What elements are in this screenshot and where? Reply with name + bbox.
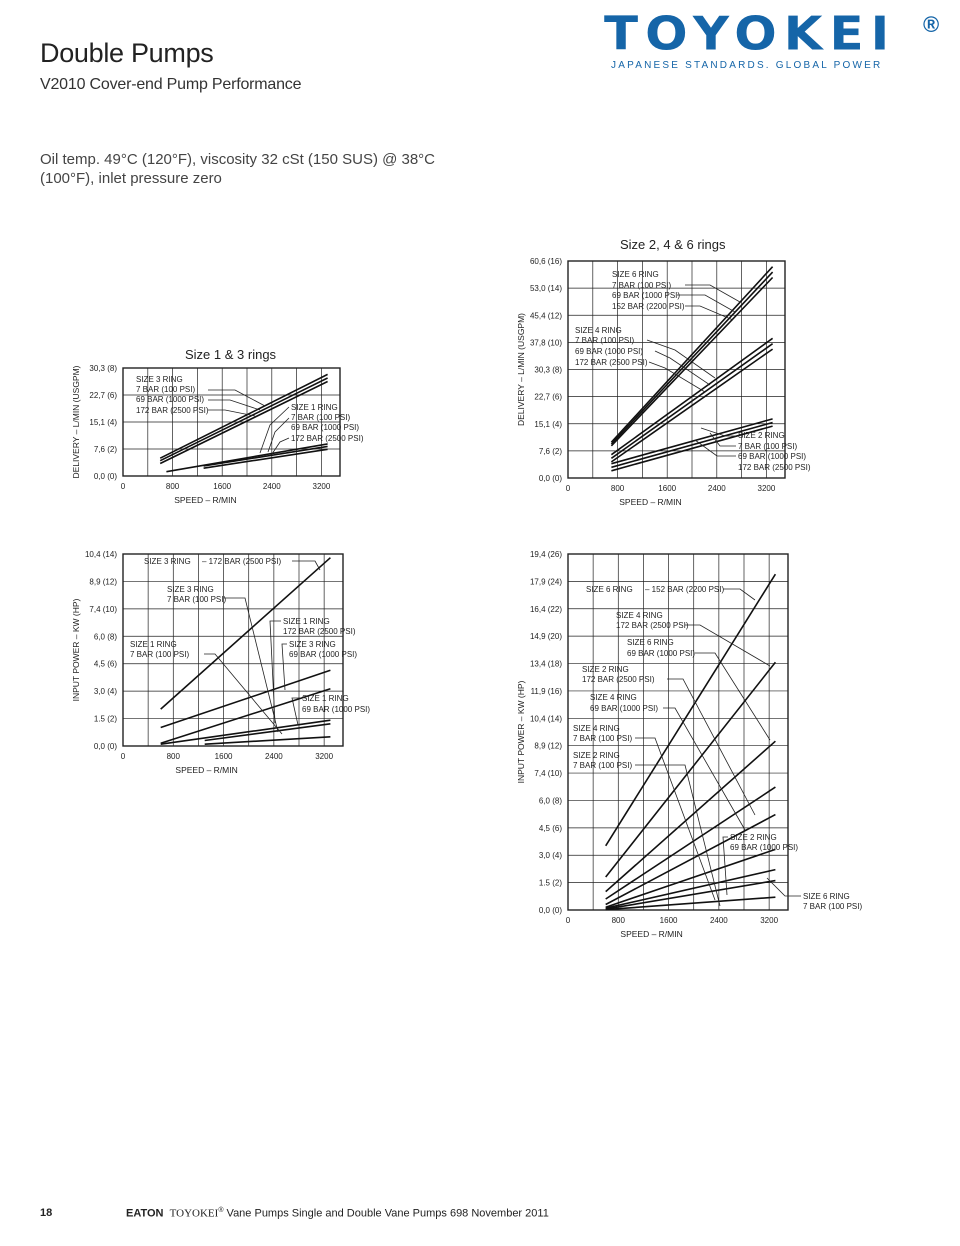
y-tick-label: 14,9 (20) — [529, 632, 562, 642]
legend-line: 172 BAR (2500 PSI) — [291, 434, 364, 443]
y-tick-label: 4,5 (6) — [538, 823, 562, 833]
x-tick-label: 0 — [120, 482, 126, 491]
y-tick-label: 30,3 (8) — [534, 365, 562, 375]
legend-line: SIZE 3 RING — [136, 375, 183, 384]
legend-line: 69 BAR (1000 PSI) — [136, 395, 205, 404]
y-tick-label: 37,8 (10) — [529, 338, 562, 348]
legend-line: SIZE 2 RING — [573, 751, 620, 760]
x-tick-label: 1600 — [658, 484, 677, 493]
power-chart-size-1-3 — [60, 540, 390, 780]
legend-line: SIZE 1 RING — [291, 403, 338, 412]
legend-line: 69 BAR (1000 PSI) — [575, 347, 644, 356]
legend-group — [573, 585, 862, 911]
legend-line: SIZE 2 RING — [738, 431, 785, 440]
y-tick-label: 11,9 (16) — [530, 686, 562, 696]
legend-line: 7 BAR (100 PSI) — [803, 902, 863, 911]
y-tick-label: 17,9 (24) — [529, 577, 562, 587]
y-tick-label: 0,0 (0) — [538, 474, 562, 483]
y-tick-label: 6,0 (8) — [538, 796, 562, 806]
y-tick-label: 7,6 (2) — [93, 445, 117, 454]
delivery-chart-size-1-3 — [60, 340, 390, 515]
legend-line: 172 BAR (2500 PSI) — [582, 675, 655, 684]
legend-line: 7 BAR (100 PSI) — [167, 595, 227, 604]
y-tick-label: 0,0 (0) — [93, 742, 117, 751]
y-tick-label: 4,5 (6) — [93, 659, 117, 669]
y-tick-label: 15,1 (4) — [89, 418, 117, 427]
y-tick-label: 13,4 (18) — [529, 659, 562, 669]
legend-line: 69 BAR (1000 PSI) — [289, 650, 358, 659]
x-axis-label: SPEED – R/MIN — [174, 495, 237, 505]
legend-line: 172 BAR (2500 PSI) — [738, 463, 811, 472]
series-line — [606, 881, 776, 910]
legend-line: 7 BAR (100 PSI) — [612, 281, 672, 290]
legend-line: 152 BAR (2200 PSI) — [612, 302, 685, 311]
page-subtitle: V2010 Cover-end Pump Performance — [40, 76, 302, 93]
x-axis-label: SPEED – R/MIN — [619, 497, 682, 507]
x-tick-label: 1600 — [214, 752, 233, 761]
x-tick-label: 800 — [166, 752, 180, 761]
legend-line: 69 BAR (1000 PSI) — [302, 705, 371, 714]
y-tick-label: 1.5 (2) — [538, 878, 562, 888]
power-chart-size-2-4-6 — [505, 540, 885, 950]
x-tick-label: 3200 — [312, 482, 331, 491]
x-axis-label: SPEED – R/MIN — [620, 929, 683, 939]
legend-group — [130, 557, 370, 714]
leader-lines — [635, 589, 801, 906]
x-tick-label: 1600 — [659, 916, 678, 925]
x-tick-label: 2400 — [264, 752, 283, 761]
legend-line: SIZE 4 RING — [575, 326, 622, 335]
legend-line: 172 BAR (2500 PSI) — [283, 627, 356, 636]
legend-group-size-3 — [136, 375, 209, 415]
x-tick-label: 1600 — [213, 482, 232, 491]
legend-line: 7 BAR (100 PSI) — [738, 442, 798, 451]
x-tick-label: 2400 — [709, 916, 728, 925]
y-tick-label: 22,7 (6) — [534, 392, 562, 402]
x-tick-label: 0 — [120, 752, 126, 761]
legend-group-size-1 — [291, 403, 364, 443]
x-tick-label: 800 — [610, 484, 625, 493]
x-tick-label: 0 — [565, 916, 571, 925]
legend-line: SIZE 1 RING — [130, 640, 177, 649]
legend-line: 7 BAR (100 PSI) — [573, 734, 633, 743]
legend-line: SIZE 4 RING — [616, 611, 663, 620]
legend-line: 172 BAR (2500 PSI) — [575, 358, 648, 367]
x-tick-label: 3200 — [757, 484, 776, 493]
series-line — [161, 720, 331, 744]
y-tick-label: 19,4 (26) — [529, 550, 562, 559]
x-tick-label: 0 — [565, 484, 571, 493]
legend-line: SIZE 6 RING — [612, 270, 659, 279]
legend-line: 172 BAR (2500 PSI) — [136, 406, 209, 415]
y-tick-label: 3,0 (4) — [538, 851, 562, 861]
legend-line: – 172 BAR (2500 PSI) — [202, 557, 282, 566]
y-tick-label: 16,4 (22) — [529, 604, 562, 614]
x-tick-label: 800 — [165, 482, 180, 491]
legend-line: 69 BAR (1000 PSI) — [590, 704, 659, 713]
page-title: Double Pumps — [40, 38, 214, 68]
legend-line: SIZE 6 RING — [803, 892, 850, 901]
legend-line: SIZE 6 RING — [586, 585, 633, 594]
test-conditions: Oil temp. 49°C (120°F), viscosity 32 cSt (150 SUS) @ 38°C (100°F), inlet pressure zero — [40, 151, 436, 187]
legend-line: SIZE 1 RING — [283, 617, 330, 626]
x-axis-label: SPEED – R/MIN — [175, 765, 238, 775]
legend-line: SIZE 2 RING — [730, 833, 777, 842]
legend-line: 7 BAR (100 PSI) — [575, 336, 635, 345]
y-tick-label: 0,0 (0) — [538, 906, 562, 915]
legend-line: 7 BAR (100 PSI) — [130, 650, 190, 659]
legend-line: 69 BAR (1000 PSI) — [627, 649, 696, 658]
y-tick-label: 22,7 (6) — [89, 391, 117, 400]
legend-line: SIZE 2 RING — [582, 665, 629, 674]
chart-title: Size 1 & 3 rings — [185, 347, 277, 362]
footer-reg-mark: ® — [218, 1207, 224, 1214]
legend-line: 7 BAR (100 PSI) — [136, 385, 196, 394]
x-tick-label: 2400 — [707, 484, 726, 493]
y-tick-label: 60,6 (16) — [529, 257, 562, 266]
legend-line: SIZE 3 RING — [289, 640, 336, 649]
x-tick-label: 2400 — [262, 482, 281, 491]
legend-line: 7 BAR (100 PSI) — [573, 761, 633, 770]
y-tick-label: 3,0 (4) — [93, 687, 117, 697]
y-tick-label: 7,4 (10) — [534, 769, 562, 779]
legend-group-size-6 — [612, 270, 685, 311]
y-tick-label: 7,6 (2) — [538, 446, 562, 456]
footer-brand-toyokei: TOYOKEI — [169, 1207, 219, 1220]
legend-line: SIZE 4 RING — [590, 693, 637, 702]
y-tick-label: 7,4 (10) — [89, 604, 117, 614]
delivery-chart-size-2-4-6 — [505, 230, 835, 510]
x-tick-label: 800 — [611, 916, 625, 925]
legend-line: 69 BAR (1000 PSI) — [291, 423, 360, 432]
logo-tagline: JAPANESE STANDARDS. GLOBAL POWER — [611, 60, 883, 71]
y-tick-label: 10,4 (14) — [529, 714, 562, 724]
legend-line: SIZE 4 RING — [573, 724, 620, 733]
y-axis-label: DELIVERY – L/MIN (USGPM) — [71, 365, 81, 479]
y-tick-label: 30,3 (8) — [89, 364, 117, 373]
y-tick-label: 8,9 (12) — [534, 741, 562, 751]
logo-wordmark: TOYOKEI — [604, 7, 897, 61]
legend-line: 69 BAR (1000 PSI) — [612, 291, 681, 300]
footer-description: Vane Pumps Single and Double Vane Pumps 698 November 2011 — [226, 1207, 549, 1220]
y-tick-label: 53,0 (14) — [529, 284, 562, 294]
y-tick-label: 6,0 (8) — [93, 632, 117, 642]
legend-line: SIZE 3 RING — [144, 557, 191, 566]
footer-text — [126, 1207, 549, 1220]
x-tick-label: 3200 — [315, 752, 334, 761]
footer-brand-eaton: EATON — [126, 1207, 164, 1220]
y-axis-label: INPUT POWER – KW (HP) — [71, 598, 81, 702]
y-tick-label: 45,4 (12) — [529, 311, 562, 321]
logo-registered-mark: ® — [923, 12, 940, 37]
legend-line: SIZE 1 RING — [302, 694, 349, 703]
page-number: 18 — [40, 1207, 53, 1219]
legend-line: 7 BAR (100 PSI) — [291, 413, 351, 422]
legend-line: 69 BAR (1000 PSI) — [738, 452, 807, 461]
legend-line: – 152 BAR (2200 PSI) — [645, 585, 725, 594]
y-tick-label: 1.5 (2) — [93, 714, 117, 724]
legend-line: SIZE 3 RING — [167, 585, 214, 594]
legend-line: 172 BAR (2500 PSI) — [616, 621, 689, 630]
y-tick-label: 10,4 (14) — [84, 550, 117, 559]
legend-group-size-4 — [575, 326, 648, 367]
legend-group-size-2 — [738, 431, 811, 472]
y-tick-label: 0,0 (0) — [93, 472, 117, 481]
x-tick-label: 3200 — [760, 916, 779, 925]
y-tick-label: 15,1 (4) — [534, 419, 562, 429]
series-line — [606, 870, 776, 909]
legend-line: 69 BAR (1000 PSI) — [730, 843, 799, 852]
y-axis-label: DELIVERY – L/MIN (USGPM) — [516, 312, 526, 427]
legend-line: SIZE 6 RING — [627, 638, 674, 647]
chart-title: Size 2, 4 & 6 rings — [620, 237, 726, 252]
y-axis-label: INPUT POWER – KW (HP) — [516, 680, 526, 784]
y-tick-label: 8,9 (12) — [89, 577, 117, 587]
